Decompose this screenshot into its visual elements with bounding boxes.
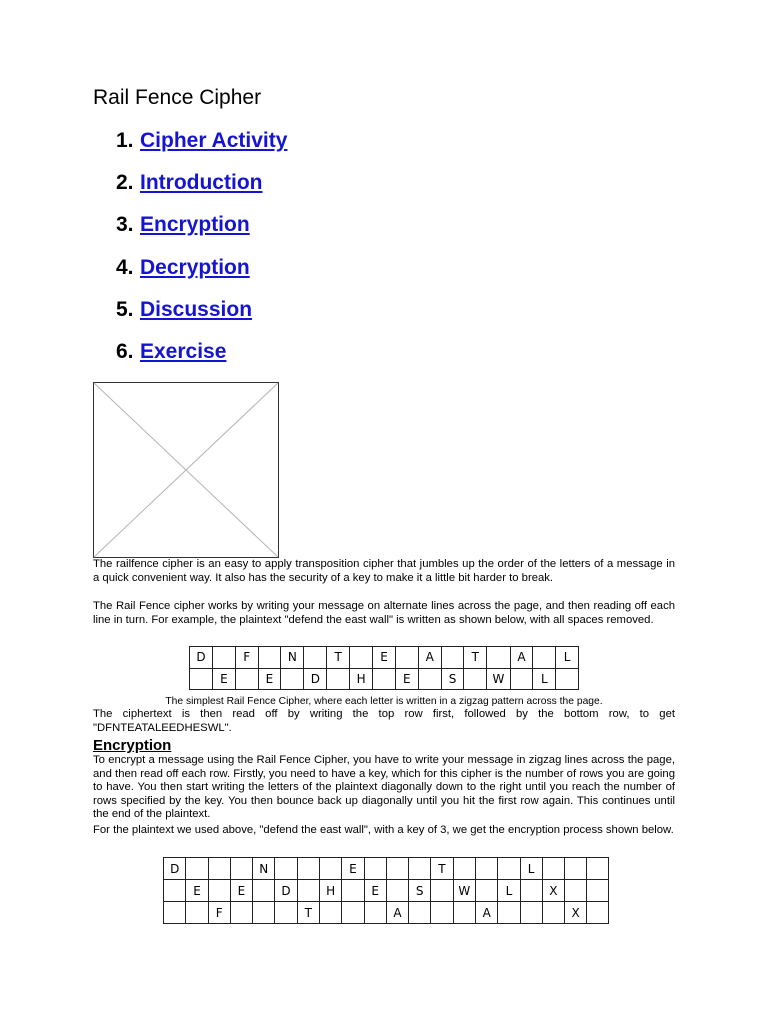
grid-cell (364, 902, 386, 924)
rail-fence-grid-three-rails (163, 857, 609, 924)
toc-item-introduction (116, 168, 287, 210)
grid-cell (281, 668, 304, 690)
grid-cell (275, 858, 297, 880)
grid-row (190, 647, 579, 669)
grid-cell: A (510, 647, 533, 669)
grid-cell (533, 647, 556, 669)
grid-cell (208, 858, 230, 880)
grid-cell (253, 880, 275, 902)
grid-cell (319, 902, 341, 924)
grid-cell (386, 880, 408, 902)
grid-cell (304, 647, 327, 669)
grid-cell: E (230, 880, 252, 902)
grid-cell (498, 858, 520, 880)
toc-link-cipher-activity[interactable]: Cipher Activity (140, 129, 288, 152)
grid-cell (498, 902, 520, 924)
grid-cell: T (297, 902, 319, 924)
grid-cell (208, 880, 230, 902)
grid-cell (520, 902, 542, 924)
grid-cell: T (431, 858, 453, 880)
grid-cell: N (253, 858, 275, 880)
grid-cell: A (386, 902, 408, 924)
grid-cell (297, 858, 319, 880)
grid-cell (441, 647, 464, 669)
encryption-paragraph-2: For the plaintext we used above, "defend the east wall", with a key of 3, we get the encryption process shown below. (93, 824, 674, 836)
grid-cell: E (186, 880, 208, 902)
grid-cell: L (556, 647, 579, 669)
grid-cell (230, 902, 252, 924)
toc-number: 2. (116, 171, 134, 195)
grid-row (164, 858, 609, 880)
grid-cell: D (275, 880, 297, 902)
toc-item-decryption (116, 253, 287, 295)
grid-cell: L (533, 668, 556, 690)
grid-cell: H (350, 668, 373, 690)
encryption-heading: Encryption (93, 737, 172, 754)
intro-paragraph-1: The railfence cipher is an easy to apply transposition cipher that jumbles up the order of the letters of a message in a quick convenient way. It also has the security of a key to make it a little bit harder to break. (93, 558, 675, 584)
grid-cell (587, 902, 609, 924)
grid-cell (409, 858, 431, 880)
grid-cell (418, 668, 441, 690)
grid-cell (487, 647, 510, 669)
grid-cell: X (564, 902, 586, 924)
ciphertext-paragraph: The ciphertext is then read off by writing the top row first, followed by the bottom row, to get "DFNTEATALEEDHESWL". (93, 708, 675, 734)
encryption-paragraph-1: To encrypt a message using the Rail Fence Cipher, you have to write your message in zigzag lines across the page, and then read off each row. Firstly, you need to have a key, which for this cipher is the number of rows you are going to have. You then start writing the letters of the plaintext diagonally down to the right until you reach the number of rows specified by the key. You then bounce back up diagonally until you hit the first row again. This continues until the end of the plaintext. (93, 754, 675, 821)
grid-row (164, 880, 609, 902)
image-placeholder (93, 382, 279, 558)
grid-cell (476, 880, 498, 902)
grid-cell: T (464, 647, 487, 669)
grid-cell: E (258, 668, 281, 690)
grid-cell: S (441, 668, 464, 690)
grid-cell (476, 858, 498, 880)
grid-cell: L (520, 858, 542, 880)
toc-item-cipher-activity (116, 126, 287, 168)
grid-cell (587, 880, 609, 902)
toc-number: 5. (116, 297, 134, 321)
toc-item-encryption (116, 210, 287, 252)
grid-cell (453, 902, 476, 924)
grid-cell (464, 668, 487, 690)
grid-cell (431, 902, 453, 924)
grid-cell: T (327, 647, 350, 669)
grid-cell (342, 902, 364, 924)
grid-cell (587, 858, 609, 880)
toc-link-decryption[interactable]: Decryption (140, 255, 250, 279)
table-of-contents (116, 126, 287, 379)
grid-cell (373, 668, 396, 690)
grid-cell (520, 880, 542, 902)
grid-caption: The simplest Rail Fence Cipher, where each letter is written in a zigzag pattern across the page. (165, 696, 603, 707)
grid-cell (453, 858, 476, 880)
toc-number: 6. (116, 339, 134, 363)
grid-cell (230, 858, 252, 880)
grid-cell (213, 647, 236, 669)
grid-row (190, 668, 579, 690)
grid-cell (164, 880, 186, 902)
grid-cell (409, 902, 431, 924)
grid-row (164, 902, 609, 924)
grid-cell (258, 647, 281, 669)
grid-cell (186, 858, 208, 880)
grid-cell: L (498, 880, 520, 902)
grid-cell (364, 858, 386, 880)
grid-cell (319, 858, 341, 880)
grid-cell: W (453, 880, 476, 902)
grid-cell (564, 880, 586, 902)
toc-number: 3. (116, 213, 134, 237)
grid-cell (164, 902, 186, 924)
grid-cell (186, 902, 208, 924)
grid-cell: E (213, 668, 236, 690)
grid-cell: F (208, 902, 230, 924)
grid-cell (510, 668, 533, 690)
grid-cell: E (373, 647, 396, 669)
toc-number: 1. (116, 129, 134, 152)
rail-fence-grid-two-rails (189, 646, 579, 690)
grid-cell (431, 880, 453, 902)
grid-cell (342, 880, 364, 902)
grid-cell: S (409, 880, 431, 902)
grid-cell: N (281, 647, 304, 669)
toc-item-discussion (116, 295, 287, 337)
grid-cell (350, 647, 373, 669)
grid-cell: W (487, 668, 510, 690)
grid-cell (542, 902, 564, 924)
toc-link-exercise[interactable]: Exercise (140, 339, 227, 363)
page-title: Rail Fence Cipher (93, 86, 262, 109)
grid-cell: D (190, 647, 213, 669)
toc-link-encryption[interactable]: Encryption (140, 213, 250, 237)
grid-cell (235, 668, 258, 690)
grid-cell (386, 858, 408, 880)
grid-cell (564, 858, 586, 880)
grid-cell: E (395, 668, 418, 690)
intro-paragraph-2: The Rail Fence cipher works by writing your message on alternate lines across the page, and then reading off each line in turn. For example, the plaintext "defend the east wall" is written as shown below, with all spaces removed. (93, 600, 675, 626)
grid-cell (327, 668, 350, 690)
toc-link-introduction[interactable]: Introduction (140, 171, 263, 195)
toc-link-discussion[interactable]: Discussion (140, 297, 253, 321)
grid-cell (190, 668, 213, 690)
grid-cell: H (319, 880, 341, 902)
grid-cell (275, 902, 297, 924)
grid-cell (395, 647, 418, 669)
toc-item-exercise (116, 337, 287, 379)
grid-cell: X (542, 880, 564, 902)
grid-cell (556, 668, 579, 690)
grid-cell: F (235, 647, 258, 669)
grid-cell: D (164, 858, 186, 880)
toc-number: 4. (116, 255, 134, 279)
grid-cell (542, 858, 564, 880)
grid-cell: E (342, 858, 364, 880)
grid-cell (253, 902, 275, 924)
grid-cell: A (418, 647, 441, 669)
grid-cell: D (304, 668, 327, 690)
grid-cell: A (476, 902, 498, 924)
grid-cell: E (364, 880, 386, 902)
grid-cell (297, 880, 319, 902)
